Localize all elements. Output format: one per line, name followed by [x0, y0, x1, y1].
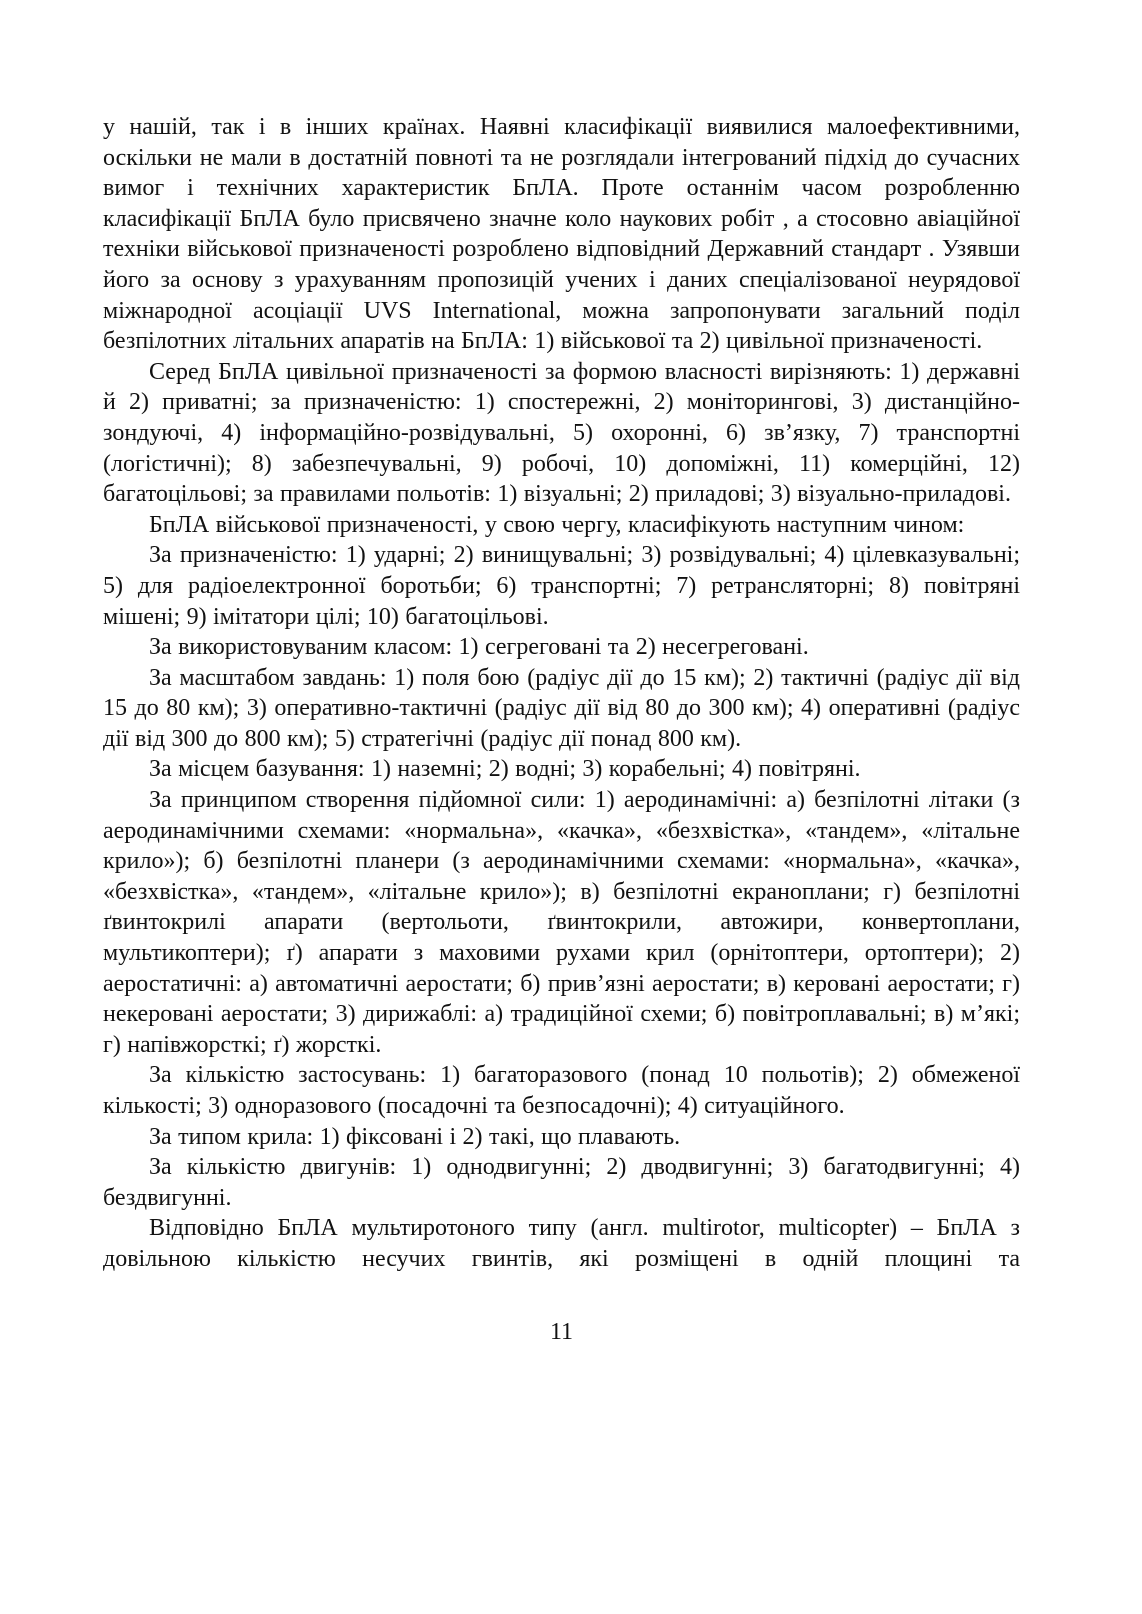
paragraph-6: За масштабом завдань: 1) поля бою (радіус дії до 15 км); 2) тактичні (радіус дії від 15 до 80 км); 3) оперативно-тактичні (радіус дії від 80 до 300 км); 4) оперативні (радіус дії від 300 до 800 км); 5) стратегічні (радіус дії понад 800 км). [103, 664, 1020, 752]
paragraph-8: За принципом створення підйомної сили: 1) аеродинамічні: а) безпілотні літаки (з аеродинамічними схемами: «нормальна», «качка», «безхвістка», «тандем», «літальне крило»); б) безпілотні планери (з аеродинамічними схемами: «нормальна», «качка», «безхвістка», «тандем», «літальне крило»); в) безпілотні екраноплани; г) безпілотні ґвинтокрилі апарати (вертольоти, ґвинтокрили, автожири, конвертоплани, мультикоптери); ґ) апарати з маховими рухами крил (орнітоптери, ортоптери); 2) аеростатичні: а) автоматичні аеростати; б) прив’язні аеростати; в) керовані аеростати; г) некеровані аеростати; 3) дирижаблі: а) традиційної схеми; б) повітроплавальні; в) м’які; г) напівжорсткі; ґ) жорсткі. [103, 787, 1020, 1058]
paragraph-3: БпЛА військової призначеності, у свою чергу, класифікують наступним чином: [149, 511, 965, 538]
paragraph-7: За місцем базування: 1) наземні; 2) водні; 3) корабельні; 4) повітряні. [149, 756, 861, 783]
paragraph-2: Серед БпЛА цивільної призначеності за формою власності вирізняють: 1) державні й 2) приватні; за призначеністю: 1) спостережні, 2) моніторингові, 3) дистанційно-зондуючі, 4) інформаційно-розвідувальні, 5) охоронні, 6) зв’язку, 7) транспортні (логістичні); 8) забезпечувальні, 9) робочі, 10) допоміжні, 11) комерційні, 12) багатоцільові; за правилами польотів: 1) візуальні; 2) приладові; 3) візуально-приладові. [103, 358, 1020, 508]
paragraph-5: За використовуваним класом: 1) сегреговані та 2) несегреговані. [149, 634, 809, 661]
page-number: 11 [549, 1318, 574, 1345]
paragraph-12: Відповідно БпЛА мультиротоного типу (англ. multirotor, multicopter) – БпЛА з довільною кількістю несучих гвинтів, які розміщені в одній площині та [103, 1215, 1020, 1272]
paragraph-11: За кількістю двигунів: 1) однодвигунні; 2) дводвигунні; 3) багатодвигунні; 4) бездвигунні. [103, 1154, 1020, 1211]
paragraph-4: За призначеністю: 1) ударні; 2) винищувальні; 3) розвідувальні; 4) цілевказувальні; 5) для радіоелектронної боротьби; 6) транспортні; 7) ретрансляторні; 8) повітряні мішені; 9) імітатори цілі; 10) багатоцільові. [103, 542, 1020, 630]
paragraph-10: За типом крила: 1) фіксовані і 2) такі, що плавають. [149, 1123, 681, 1150]
paragraph-1: у нашій, так і в інших країнах. Наявні класифікації виявилися малоефективними, оскільки не мали в достатній повноті та не розглядали інтегрований підхід до сучасних вимог і технічних характеристик БпЛА. Проте останнім часом розробленню класифікації БпЛА було присвячено значне коло наукових робіт , а стосовно авіаційної техніки військової призначеності розроблено відповідний Державний стандарт . Узявши його за основу з урахуванням пропозицій учених і даних спеціалізованої неурядової міжнародної асоціації UVS International, можна запропонувати загальний поділ безпілотних літальних апаратів на БпЛА: 1) військової та 2) цивільної призначеності. [103, 114, 1020, 355]
paragraph-9: За кількістю застосувань: 1) багаторазового (понад 10 польотів); 2) обмеженої кількості; 3) одноразового (посадочні та безпосадочні); 4) ситуаційного. [103, 1062, 1020, 1119]
